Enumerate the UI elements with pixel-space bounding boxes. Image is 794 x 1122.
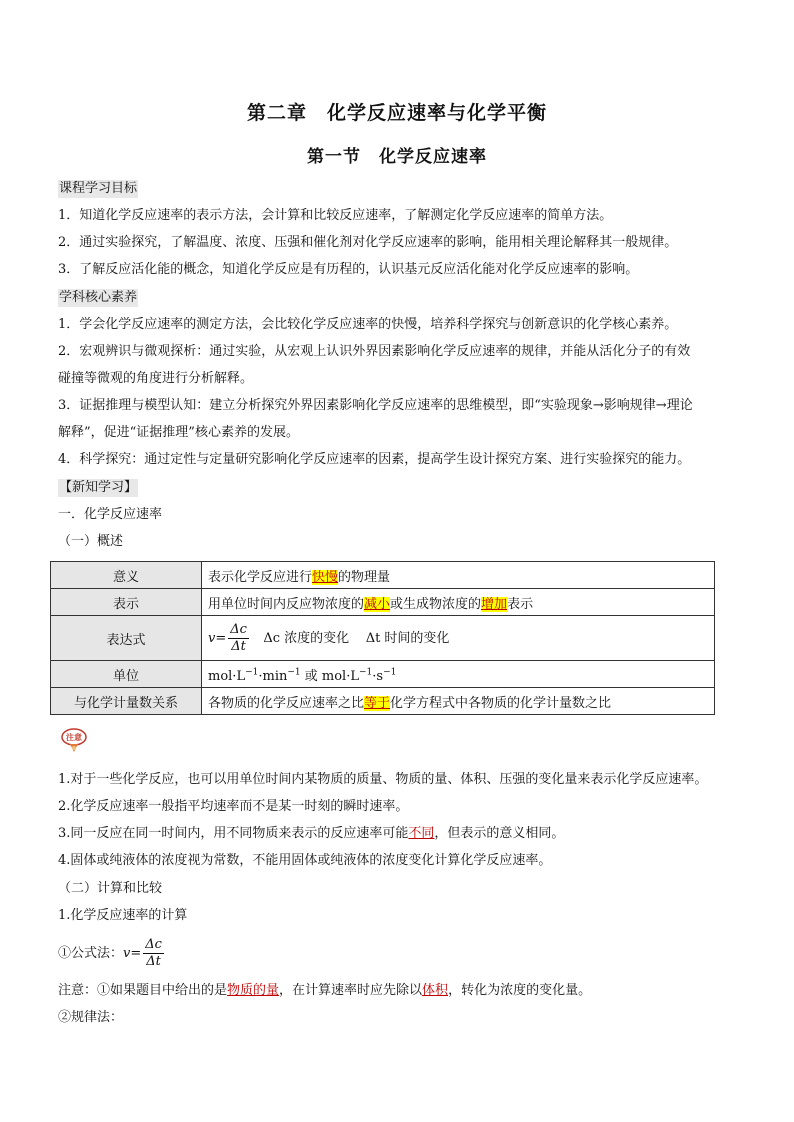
subsection-heading: （二）计算和比较 <box>58 881 163 896</box>
literacy-heading: 学科核心素养 <box>59 290 138 305</box>
calc-heading: 1.化学反应速率的计算 <box>58 908 188 923</box>
fraction: $\frac{\Delta c}{\Delta t}$ <box>145 937 162 969</box>
goal-item: 3．了解反应活化能的概念，知道化学反应是有历程的，认识基元反应活化能对化学反应速率的影响。 <box>58 262 639 277</box>
goal-item: 1．知道化学反应速率的表示方法，会计算和比较反应速率，了解测定化学反应速率的简单方法。 <box>58 208 613 223</box>
table-key-cell: 表示 <box>51 589 202 616</box>
literacy-item: 碰撞等微观的角度进行分析解释。 <box>58 371 254 386</box>
attention-icon <box>60 727 88 753</box>
highlight: 不同 <box>408 826 435 841</box>
subsection-heading: （一）概述 <box>58 534 124 549</box>
note-item: 1.对于一些化学反应，也可以用单位时间内某物质的质量、物质的量、体积、压强的变化量来表示化学反应速率。 <box>58 772 708 787</box>
literacy-item: 3．证据推理与模型认知：建立分析探究外界因素影响化学反应速率的思维模型，即“实验现象→影响规律→理论 <box>58 398 693 413</box>
table-value-cell: 表示化学反应进行快慢的物理量 <box>202 562 715 589</box>
literacy-item: 2．宏观辨识与微观探析：通过实验，从宏观上认识外界因素影响化学反应速率的规律，并能从活化分子的有效 <box>58 344 691 359</box>
table-key-cell: 意义 <box>51 562 202 589</box>
highlight: 增加 <box>481 596 508 612</box>
new-knowledge-heading: 【新知学习】 <box>59 480 138 495</box>
highlight: 减小 <box>364 596 391 612</box>
table-value-cell: $mol\cdot L^{-1}\cdot\min^{-1}$ 或 $mol\cdot L^{-1}\cdot s^{-1}$ <box>202 661 715 688</box>
table-value-cell: v= $\frac{\Delta c}{\Delta t}$ Δc 浓度的变化 Δt 时间的变化 <box>202 616 715 661</box>
attention-line: 注意：①如果题目中给出的是物质的量，在计算速率时应先除以体积，转化为浓度的变化量。 <box>58 983 592 998</box>
rule-method: ②规律法： <box>58 1010 124 1025</box>
section-heading: 一．化学反应速率 <box>58 507 163 522</box>
note-item: 2.化学反应速率一般指平均速率而不是某一时刻的瞬时速率。 <box>58 799 409 814</box>
new-knowledge-heading-row <box>58 479 748 497</box>
table-value-cell: 各物质的化学反应速率之比等于化学方程式中各物质的化学计量数之比 <box>202 688 715 715</box>
literacy-item: 1．学会化学反应速率的测定方法，会比较化学反应速率的快慢，培养科学探究与创新意识的化学核心素养。 <box>58 317 678 332</box>
table-row <box>51 589 715 616</box>
goals-heading: 课程学习目标 <box>59 181 138 196</box>
table-row <box>51 688 715 715</box>
note-item: 4.固体或纯液体的浓度视为常数，不能用固体或纯液体的浓度变化计算化学反应速率。 <box>58 853 552 868</box>
table-key-cell: 与化学计量数关系 <box>51 688 202 715</box>
literacy-item: 解释”，促进“证据推理”核心素养的发展。 <box>58 425 299 440</box>
literacy-heading-row <box>58 289 748 307</box>
highlight: 等于 <box>364 695 391 711</box>
chapter-title: 第二章 化学反应速率与化学平衡 <box>246 102 547 124</box>
overview-table <box>50 561 715 715</box>
goal-item: 2．通过实验探究，了解温度、浓度、压强和催化剂对化学反应速率的影响，能用相关理论解释其一般规律。 <box>58 235 678 250</box>
table-key-cell: 单位 <box>51 661 202 688</box>
note-item: 3.同一反应在同一时间内，用不同物质来表示的反应速率可能不同，但表示的意义相同。 <box>58 826 565 841</box>
fraction: $\frac{\Delta c}{\Delta t}$ <box>230 621 247 654</box>
formula-method: ①公式法：v= $\frac{\Delta c}{\Delta t}$ <box>58 937 162 969</box>
goals-heading-row <box>58 180 748 198</box>
table-value-cell: 用单位时间内反应物浓度的减小或生成物浓度的增加表示 <box>202 589 715 616</box>
section-title: 第一节 化学反应速率 <box>307 147 487 167</box>
table-row <box>51 562 715 589</box>
svg-text:注意: 注意 <box>66 733 82 742</box>
literacy-item: 4．科学探究：通过定性与定量研究影响化学反应速率的因素，提高学生设计探究方案、进行实验探究的能力。 <box>58 452 691 467</box>
table-key-cell: 表达式 <box>51 616 202 661</box>
highlight: 物质的量 <box>227 983 280 998</box>
table-row <box>51 661 715 688</box>
table-row <box>51 616 715 661</box>
highlight: 体积 <box>422 983 449 998</box>
highlight: 快慢 <box>312 569 339 585</box>
